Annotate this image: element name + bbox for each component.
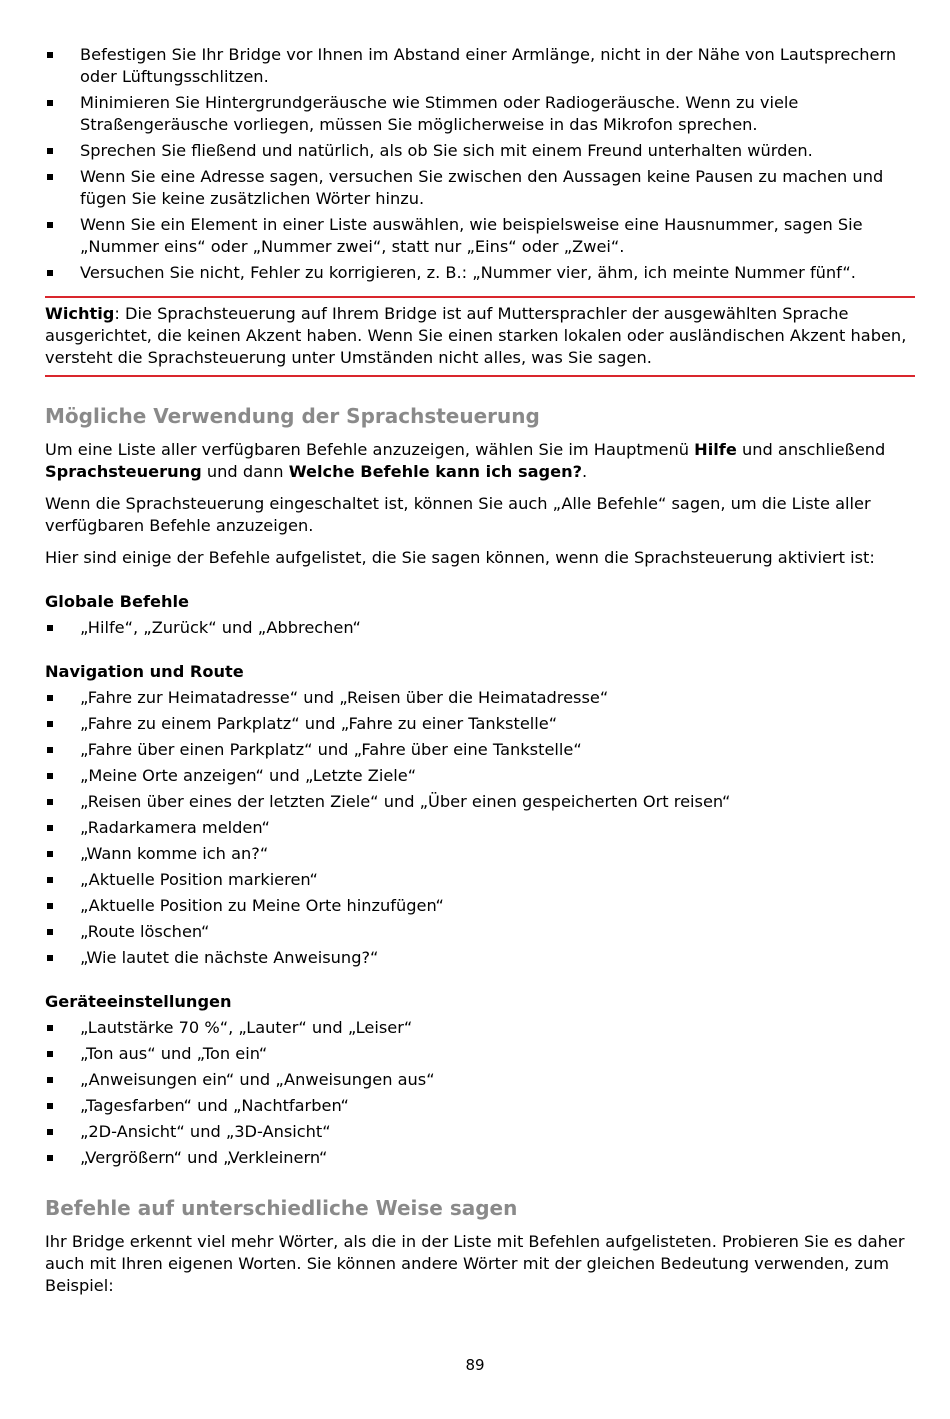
note-colon: : — [114, 304, 120, 323]
bullet-square-icon — [47, 222, 53, 228]
list-item: „Fahre über einen Parkplatz“ und „Fahre über eine Tankstelle“ — [45, 739, 915, 761]
list-item: Versuchen Sie nicht, Fehler zu korrigieren, z. B.: „Nummer vier, ähm, ich meinte Nummer fünf“. — [45, 262, 915, 284]
bullet-square-icon — [47, 625, 53, 631]
menu-item-hilfe: Hilfe — [694, 440, 737, 459]
navigation-commands-list — [45, 687, 915, 969]
list-item: „Vergrößern“ und „Verkleinern“ — [45, 1147, 915, 1169]
paragraph-alternative-words: Ihr Bridge erkennt viel mehr Wörter, als die in der Liste mit Befehlen aufgelisteten. Probieren Sie es daher auch mit Ihren eigenen Worten. Sie können andere Wörter mit der gleichen Bedeutung verwenden, zum Beispiel: — [45, 1232, 905, 1295]
bullet-square-icon — [47, 1155, 53, 1161]
paragraph-all-commands: Wenn die Sprachsteuerung eingeschaltet ist, können Sie auch „Alle Befehle“ sagen, um die Liste aller verfügbaren Befehle anzuzeigen. — [45, 494, 871, 535]
list-item: Wenn Sie eine Adresse sagen, versuchen Sie zwischen den Aussagen keine Pausen zu machen und fügen Sie keine zusätzlichen Wörter hinzu. — [45, 166, 915, 210]
document-page — [45, 44, 915, 1307]
device-commands-list — [45, 1017, 915, 1169]
list-item: „Hilfe“, „Zurück“ und „Abbrechen“ — [45, 617, 915, 639]
note-text: Die Sprachsteuerung auf Ihrem Bridge ist auf Muttersprachler der ausgewählten Sprache ausgerichtet, die keinen Akzent haben. Wenn Sie einen starken lokalen oder ausländischen Akzent haben, versteht die Sprachsteuerung unter Umständen nicht alles, was Sie sagen. — [45, 304, 907, 367]
list-item: „Route löschen“ — [45, 921, 915, 943]
bullet-square-icon — [47, 721, 53, 727]
list-item: „Wann komme ich an?“ — [45, 843, 915, 865]
paragraph-menu-path: Um eine Liste aller verfügbaren Befehle anzuzeigen, wählen Sie im Hauptmenü Hilfe und anschließend Sprachsteuerung und dann Welche Befehle kann ich sagen?. — [45, 440, 886, 481]
list-item: „Lautstärke 70 %“, „Lauter“ und „Leiser“ — [45, 1017, 915, 1039]
bullet-square-icon — [47, 773, 53, 779]
tips-list — [45, 44, 915, 284]
bullet-square-icon — [47, 148, 53, 154]
bullet-square-icon — [47, 174, 53, 180]
bullet-square-icon — [47, 747, 53, 753]
list-item: „Wie lautet die nächste Anweisung?“ — [45, 947, 915, 969]
list-item: „Fahre zu einem Parkplatz“ und „Fahre zu einer Tankstelle“ — [45, 713, 915, 735]
list-item: „Fahre zur Heimatadresse“ und „Reisen über die Heimatadresse“ — [45, 687, 915, 709]
paragraph-intro-commands: Hier sind einige der Befehle aufgelistet, die Sie sagen können, wenn die Sprachsteuerung aktiviert ist: — [45, 548, 875, 567]
list-item: Minimieren Sie Hintergrundgeräusche wie Stimmen oder Radiogeräusche. Wenn zu viele Straßengeräusche vorliegen, müssen Sie möglicherweise in das Mikrofon sprechen. — [45, 92, 915, 136]
bullet-square-icon — [47, 100, 53, 106]
section-heading-usage: Mögliche Verwendung der Sprachsteuerung — [45, 404, 540, 428]
bullet-square-icon — [47, 851, 53, 857]
group-title-global: Globale Befehle — [45, 592, 190, 611]
list-item: „Reisen über eines der letzten Ziele“ und „Über einen gespeicherten Ort reisen“ — [45, 791, 915, 813]
bullet-square-icon — [47, 1103, 53, 1109]
bullet-square-icon — [47, 955, 53, 961]
list-item: „Tagesfarben“ und „Nachtfarben“ — [45, 1095, 915, 1117]
bullet-square-icon — [47, 1129, 53, 1135]
list-item: „2D-Ansicht“ und „3D-Ansicht“ — [45, 1121, 915, 1143]
list-item: „Meine Orte anzeigen“ und „Letzte Ziele“ — [45, 765, 915, 787]
list-item: „Anweisungen ein“ und „Anweisungen aus“ — [45, 1069, 915, 1091]
bullet-square-icon — [47, 1025, 53, 1031]
bullet-square-icon — [47, 825, 53, 831]
menu-item-sprachsteuerung: Sprachsteuerung — [45, 462, 202, 481]
group-title-navigation: Navigation und Route — [45, 662, 244, 681]
bullet-square-icon — [47, 1051, 53, 1057]
page-number: 89 — [465, 1356, 485, 1374]
important-note — [45, 296, 915, 377]
list-item: „Aktuelle Position zu Meine Orte hinzufügen“ — [45, 895, 915, 917]
bullet-square-icon — [47, 877, 53, 883]
list-item: Sprechen Sie fließend und natürlich, als ob Sie sich mit einem Freund unterhalten würden. — [45, 140, 915, 162]
group-title-device-settings: Geräteeinstellungen — [45, 992, 232, 1011]
list-item: „Radarkamera melden“ — [45, 817, 915, 839]
bullet-square-icon — [47, 799, 53, 805]
bullet-square-icon — [47, 52, 53, 58]
bullet-square-icon — [47, 929, 53, 935]
bullet-square-icon — [47, 903, 53, 909]
menu-item-welche-befehle: Welche Befehle kann ich sagen? — [288, 462, 582, 481]
note-label: Wichtig — [45, 304, 115, 323]
bullet-square-icon — [47, 270, 53, 276]
global-commands-list — [45, 617, 915, 639]
section-heading-alternative-phrasing: Befehle auf unterschiedliche Weise sagen — [45, 1196, 518, 1220]
list-item: „Aktuelle Position markieren“ — [45, 869, 915, 891]
bullet-square-icon — [47, 1077, 53, 1083]
bullet-square-icon — [47, 695, 53, 701]
list-item: Befestigen Sie Ihr Bridge vor Ihnen im Abstand einer Armlänge, nicht in der Nähe von Lautsprechern oder Lüftungsschlitzen. — [45, 44, 915, 88]
list-item: „Ton aus“ und „Ton ein“ — [45, 1043, 915, 1065]
list-item: Wenn Sie ein Element in einer Liste auswählen, wie beispielsweise eine Hausnummer, sagen Sie „Nummer eins“ oder „Nummer zwei“, statt nur „Eins“ oder „Zwei“. — [45, 214, 915, 258]
